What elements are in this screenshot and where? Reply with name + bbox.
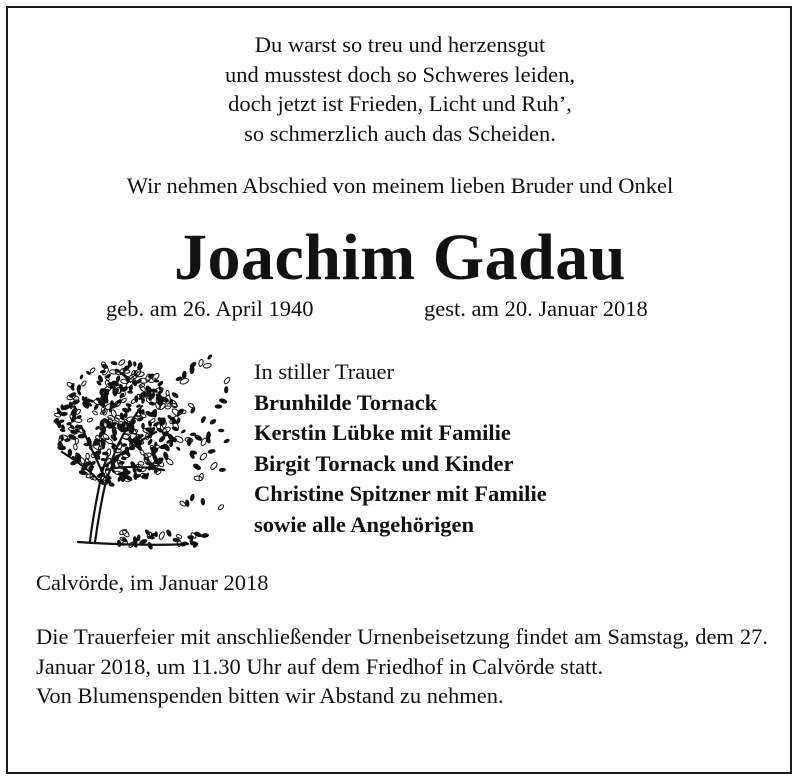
mourner: Birgit Tornack und Kinder (254, 450, 514, 476)
poem-line: Du warst so treu und herzensgut (254, 32, 546, 57)
place-date: Calvörde, im Januar 2018 (36, 570, 269, 595)
flower-request: Von Blumenspenden bitten wir Abstand zu nehmen. (36, 683, 504, 708)
deceased-name: Joachim Gadau (173, 221, 627, 294)
mourners-list (254, 357, 547, 540)
poem-line: so schmerzlich auch das Scheiden. (244, 120, 556, 146)
birth-date: geb. am 26. April 1940 (106, 296, 314, 321)
poem-line: doch jetzt ist Frieden, Licht und Ruh’, (228, 91, 572, 116)
mourners-lead: In stiller Trauer (254, 359, 394, 384)
death-date: gest. am 20. Januar 2018 (424, 296, 648, 321)
mourner: Kerstin Lübke mit Familie (254, 420, 511, 445)
poem-line: und musstest doch so Schweres leiden, (225, 61, 575, 87)
funeral-details: Die Trauerfeier mit anschließender Urnenbeisetzung findet am Samstag, dem 27. Januar 2018, um 11.30 Uhr auf dem Friedhof in Calvörde statt. (36, 624, 768, 679)
funeral-notice (36, 622, 768, 711)
intro-text: Wir nehmen Abschied von meinem lieben Bruder und Onkel (126, 173, 674, 198)
poem (0, 30, 800, 148)
mourner: Christine Spitzner mit Familie (254, 481, 547, 506)
mourner: sowie alle Angehörigen (254, 511, 474, 537)
windswept-tree-icon (38, 332, 238, 554)
mourner: Brunhilde Tornack (254, 389, 438, 415)
